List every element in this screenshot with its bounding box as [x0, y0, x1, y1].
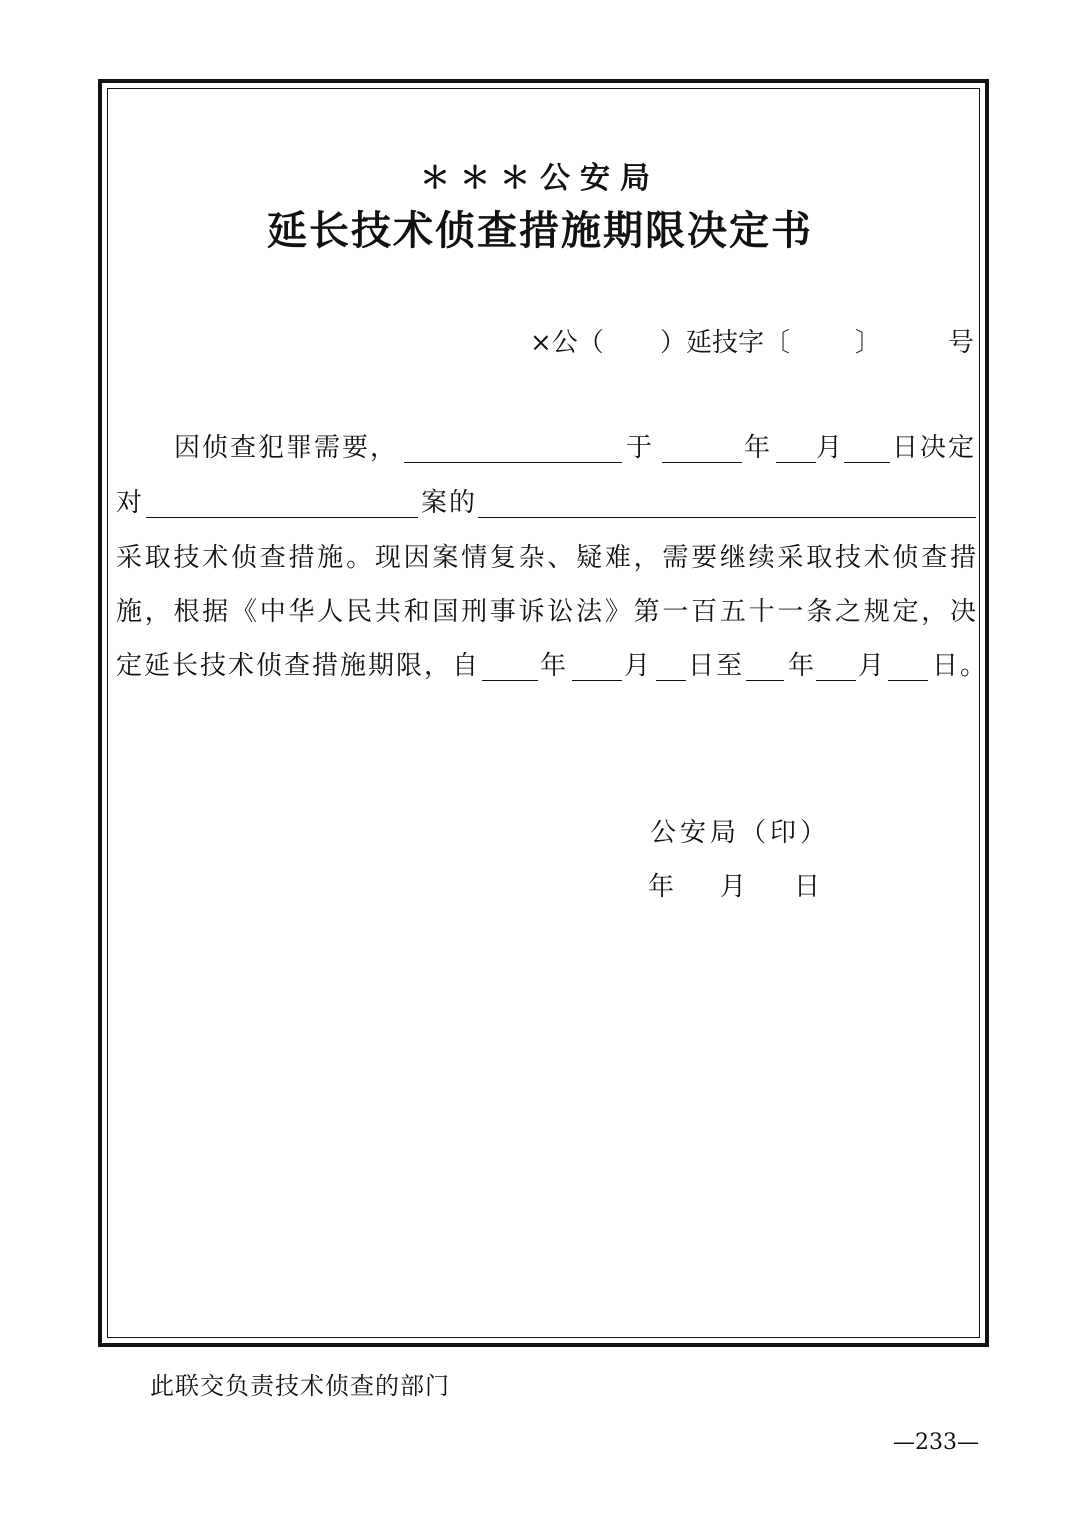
decision-year-blank[interactable]	[662, 462, 742, 463]
body-line-4: 施，根据《中华人民共和国刑事诉讼法》第一百五十一条之规定，决	[116, 597, 976, 627]
extension-lead-text: 定延长技术侦查措施期限，自	[116, 651, 481, 681]
document-number	[530, 322, 975, 358]
doc-number-prefix: ×公（	[530, 328, 604, 358]
decision-month-label: 月	[816, 433, 845, 463]
decision-month-blank[interactable]	[776, 462, 816, 463]
to-label: 日至	[688, 651, 745, 681]
body-line-2	[116, 483, 976, 523]
signature-date	[648, 866, 828, 902]
doc-number-suffix: 号	[948, 328, 975, 358]
doc-number-middle: ）延技字〔	[660, 328, 791, 358]
page-number: —233—	[893, 1430, 979, 1455]
doc-number-bracket-close: 〕	[855, 328, 882, 358]
target-blank[interactable]	[146, 517, 418, 518]
document-title: 延长技术侦查措施期限决定书	[267, 207, 813, 254]
issuing-seal: 公安局（印）	[650, 818, 831, 848]
agency-name: ＊＊＊公安局	[420, 161, 660, 196]
decision-year-label: 年	[744, 433, 773, 463]
end-month-blank[interactable]	[816, 680, 856, 681]
intro-text: 因侦查犯罪需要，	[174, 433, 399, 463]
start-day-blank[interactable]	[656, 680, 686, 681]
end-year-blank[interactable]	[746, 680, 784, 681]
copy-note: 此联交负责技术侦查的部门	[150, 1372, 450, 1400]
reason-blank[interactable]	[404, 462, 622, 463]
end-day-blank[interactable]	[888, 680, 928, 681]
start-year-label: 年	[540, 651, 569, 681]
case-of-text: 案的	[421, 488, 478, 518]
form-frame	[98, 79, 989, 1347]
end-month-label: 月	[858, 651, 887, 681]
end-year-label: 年	[788, 651, 817, 681]
decision-day-label: 日决定	[892, 433, 977, 463]
decision-day-blank[interactable]	[844, 462, 890, 463]
body-line-3: 采取技术侦查措施。现因案情复杂、疑难，需要继续采取技术侦查措	[116, 543, 976, 573]
body-line-1	[116, 428, 976, 468]
case-name-blank[interactable]	[478, 517, 976, 518]
signature-year-label: 年	[648, 872, 675, 902]
dui-text: 对	[116, 488, 145, 518]
form-inner-frame	[107, 88, 980, 1338]
yu-text: 于	[626, 433, 655, 463]
body-line-5	[116, 646, 989, 686]
end-day-label: 日。	[932, 651, 989, 681]
signature-month-label: 月	[720, 872, 747, 902]
start-month-blank[interactable]	[572, 680, 622, 681]
start-year-blank[interactable]	[482, 680, 538, 681]
start-month-label: 月	[624, 651, 653, 681]
signature-day-label: 日	[794, 872, 821, 902]
